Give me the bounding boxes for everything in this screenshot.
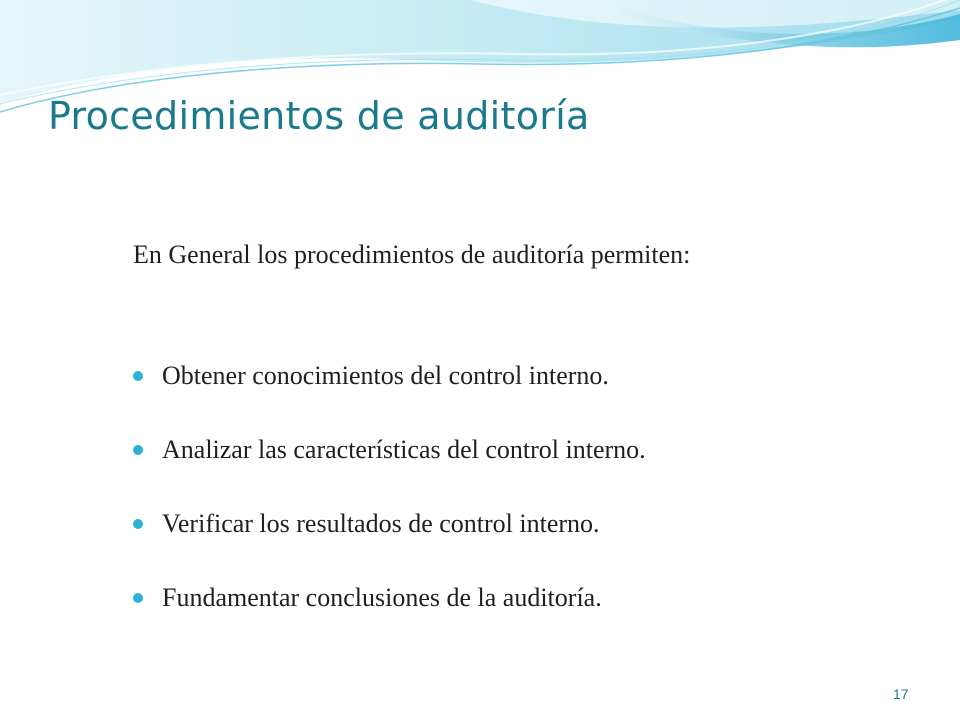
bullet-dot-icon bbox=[133, 371, 143, 381]
bullet-list bbox=[133, 358, 646, 654]
slide-title: Procedimientos de auditoría bbox=[48, 94, 590, 138]
bullet-text: Verificar los resultados de control interno. bbox=[162, 509, 600, 538]
bullet-item bbox=[133, 358, 646, 394]
bullet-item bbox=[133, 432, 646, 468]
bullet-dot-icon bbox=[133, 593, 143, 603]
bullet-text: Fundamentar conclusiones de la auditoría. bbox=[162, 583, 602, 612]
bullet-item bbox=[133, 506, 646, 542]
bullet-text: Obtener conocimientos del control interno. bbox=[162, 361, 609, 390]
page-number: 17 bbox=[893, 686, 909, 702]
intro-paragraph: En General los procedimientos de auditoría permiten: bbox=[133, 240, 691, 269]
bullet-text: Analizar las características del control interno. bbox=[162, 435, 646, 464]
bullet-dot-icon bbox=[133, 445, 143, 455]
bullet-item bbox=[133, 580, 646, 616]
bullet-dot-icon bbox=[133, 519, 143, 529]
